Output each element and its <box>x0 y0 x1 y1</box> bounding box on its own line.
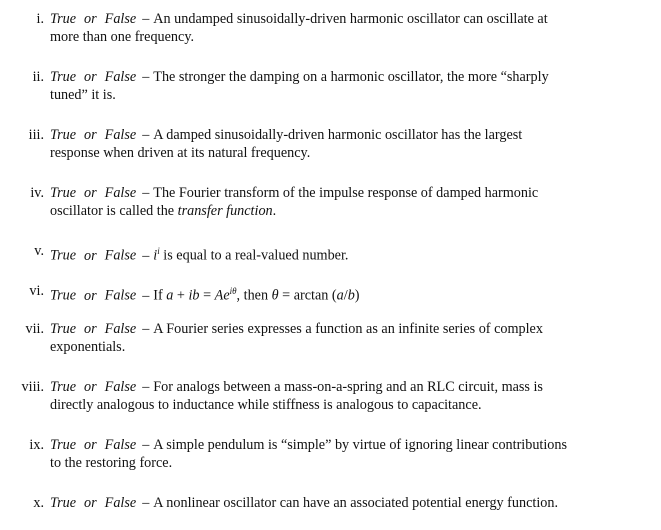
question-text: The stronger the damping on a harmonic oscillator, the more “sharply <box>153 69 549 85</box>
math-operator: = arctan ( <box>278 287 337 304</box>
math-operator: + <box>173 287 189 304</box>
or-label: or <box>84 69 97 85</box>
question-line <box>50 436 567 454</box>
question-number: vi. <box>29 283 44 299</box>
true-option[interactable]: True <box>50 321 77 337</box>
math-variable: a <box>336 287 344 304</box>
question-line <box>50 282 360 305</box>
false-option[interactable]: False <box>104 247 137 264</box>
math-superscript: i <box>157 246 160 256</box>
question-line <box>50 126 522 144</box>
or-label: or <box>84 495 97 511</box>
question-number: i. <box>36 11 44 27</box>
false-option[interactable]: False <box>104 69 137 85</box>
true-option[interactable]: True <box>50 185 77 201</box>
true-option[interactable]: True <box>50 437 77 453</box>
true-option[interactable]: True <box>50 127 77 143</box>
question-text: An undamped sinusoidally-driven harmonic oscillator can oscillate at <box>153 11 548 27</box>
false-option[interactable]: False <box>104 127 137 143</box>
false-option[interactable]: False <box>104 287 137 304</box>
question-number: iii. <box>28 127 44 143</box>
true-option[interactable]: True <box>50 11 77 27</box>
false-option[interactable]: False <box>104 11 137 27</box>
question-text-continued: to the restoring force. <box>50 455 173 471</box>
dash: – <box>142 11 150 27</box>
false-option[interactable]: False <box>104 379 137 395</box>
question-text: A Fourier series expresses a function as an infinite series of complex <box>153 321 543 337</box>
or-label: or <box>84 437 97 453</box>
dash: – <box>142 69 150 85</box>
question-number: v. <box>34 243 44 259</box>
question-line <box>50 320 543 338</box>
math-superscript: iθ <box>229 286 237 296</box>
true-option[interactable]: True <box>50 287 77 304</box>
question-number: x. <box>33 495 44 511</box>
dash: – <box>142 287 150 304</box>
question-line <box>50 494 558 512</box>
false-option[interactable]: False <box>104 321 137 337</box>
question-text-continued: directly analogous to inductance while stiffness is analogous to capacitance. <box>50 397 482 413</box>
question-line <box>50 10 548 28</box>
math-variable: e <box>223 287 230 304</box>
question-text-continued: tuned” it is. <box>50 87 116 103</box>
question-line <box>50 378 543 396</box>
or-label: or <box>84 11 97 27</box>
false-option[interactable]: False <box>104 495 137 511</box>
math-variable: θ <box>271 287 279 304</box>
math-variable: b <box>347 287 355 304</box>
question-text: A damped sinusoidally-driven harmonic oscillator has the largest <box>153 127 523 143</box>
question-text: A simple pendulum is “simple” by virtue of ignoring linear contributions <box>153 437 568 453</box>
question-text-continued: exponentials. <box>50 339 126 355</box>
math-operator: ) <box>354 287 360 304</box>
question-line <box>50 242 348 265</box>
question-number: ix. <box>29 437 44 453</box>
math-variable: a <box>166 287 174 304</box>
math-operator: / <box>343 287 348 304</box>
question-text: The Fourier transform of the impulse response of damped harmonic <box>153 185 539 201</box>
question-number: vii. <box>25 321 44 337</box>
or-label: or <box>84 127 97 143</box>
dash: – <box>142 127 150 143</box>
question-text-continued: response when driven at its natural frequency. <box>50 145 311 161</box>
question-number: ii. <box>32 69 44 85</box>
math-variable: A <box>214 287 224 304</box>
true-option[interactable]: True <box>50 495 77 511</box>
dash: – <box>142 247 150 264</box>
or-label: or <box>84 185 97 201</box>
or-label: or <box>84 321 97 337</box>
question-line <box>50 68 549 86</box>
question-text: is equal to a real-valued number. <box>159 247 349 264</box>
dash: – <box>142 321 150 337</box>
question-number: iv. <box>30 185 44 201</box>
true-option[interactable]: True <box>50 69 77 85</box>
or-label: or <box>84 379 97 395</box>
question-text-part: oscillator is called the <box>50 203 178 219</box>
true-option[interactable]: True <box>50 379 77 395</box>
question-text: For analogs between a mass-on-a-spring and an RLC circuit, mass is <box>153 379 543 395</box>
question-text-part: . <box>272 203 277 219</box>
dash: – <box>142 185 150 201</box>
math-variable: i <box>153 247 158 264</box>
dash: – <box>142 495 150 511</box>
math-variable: ib <box>188 287 200 304</box>
or-label: or <box>84 247 97 264</box>
dash: – <box>142 437 150 453</box>
question-line <box>50 184 538 202</box>
math-text: , then <box>236 287 272 304</box>
question-text-continued <box>50 202 276 220</box>
question-number: viii. <box>21 379 44 395</box>
emphasized-term: transfer function <box>177 203 273 219</box>
or-label: or <box>84 287 97 304</box>
question-text-continued: more than one frequency. <box>50 29 195 45</box>
math-text: If <box>153 287 167 304</box>
math-operator: = <box>199 287 215 304</box>
question-text: A nonlinear oscillator can have an associated potential energy function. <box>153 495 559 511</box>
false-option[interactable]: False <box>104 185 137 201</box>
false-option[interactable]: False <box>104 437 137 453</box>
true-option[interactable]: True <box>50 247 77 264</box>
dash: – <box>142 379 150 395</box>
